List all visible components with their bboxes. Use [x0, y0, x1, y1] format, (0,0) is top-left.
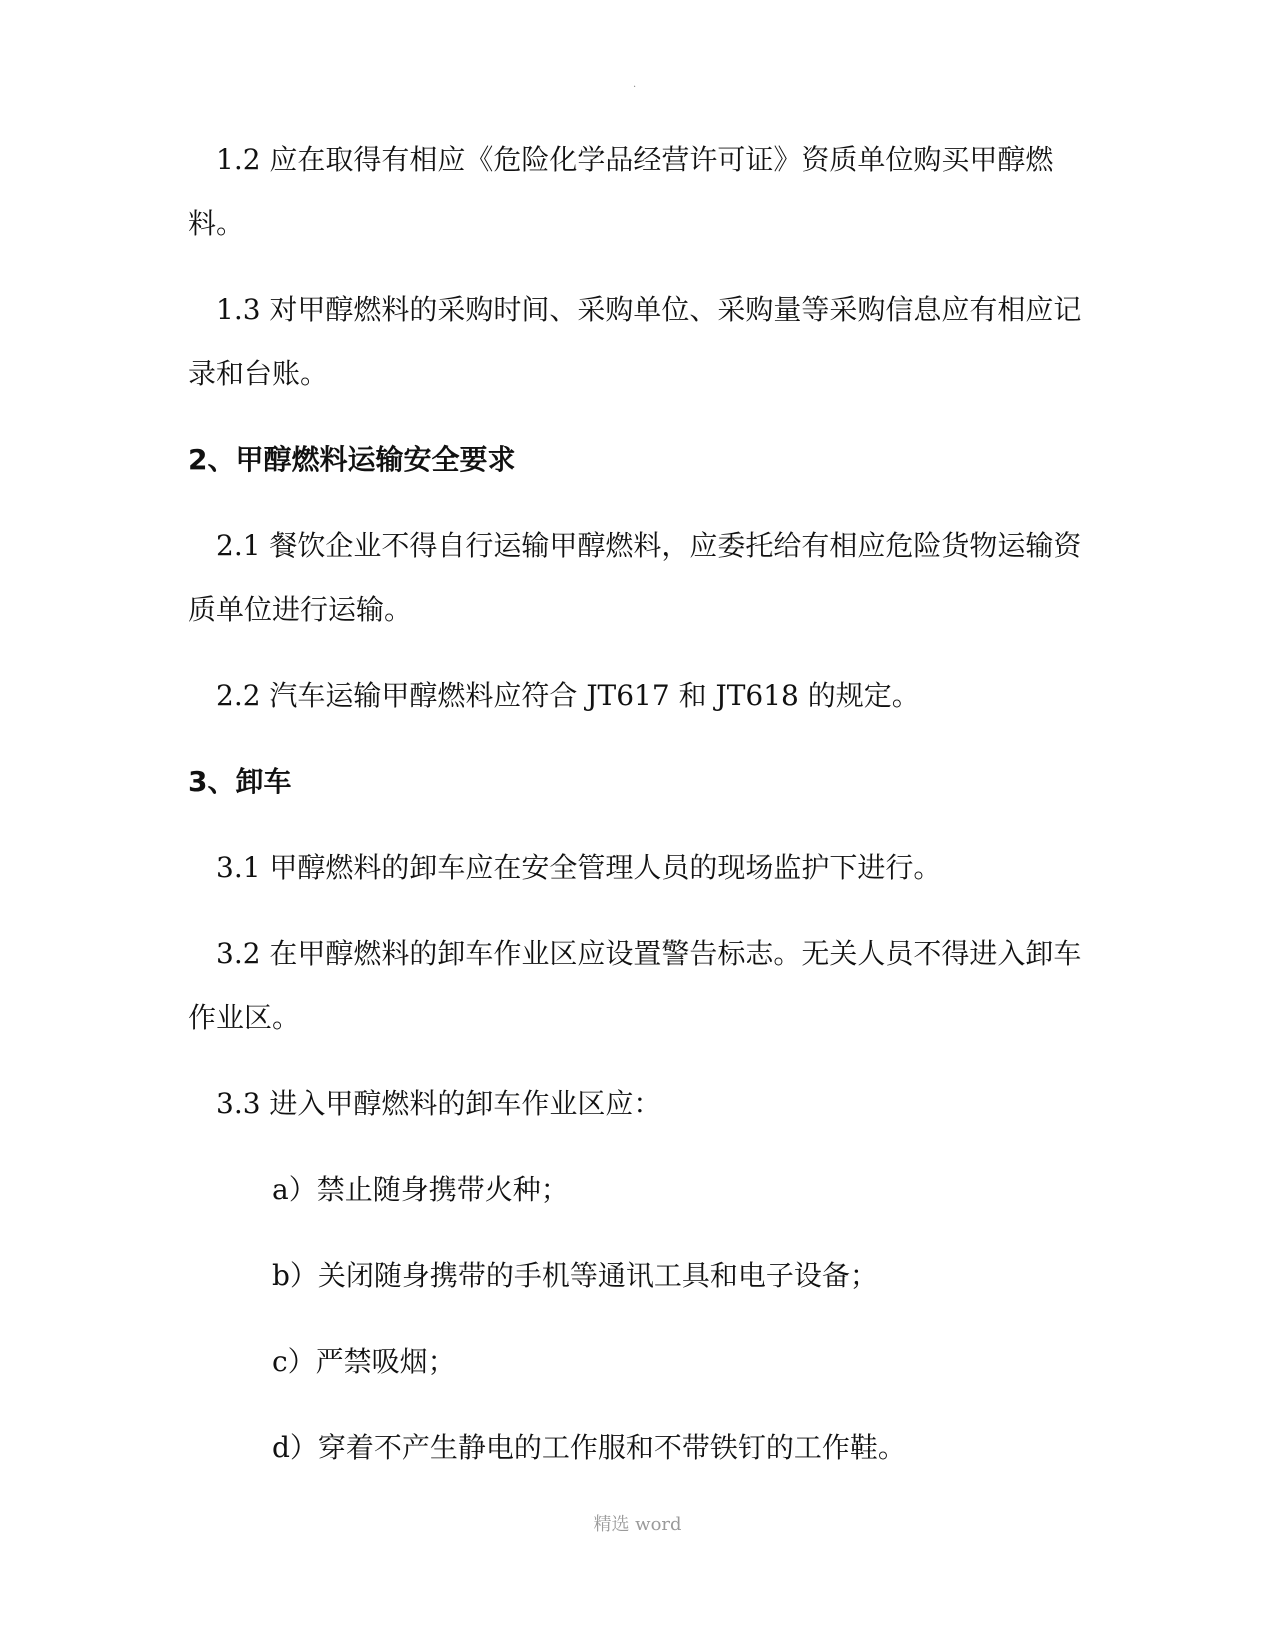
paragraph-2-2: 2.2 汽车运输甲醇燃料应符合 JT617 和 JT618 的规定。 [216, 679, 920, 712]
section-heading-3: 3、卸车 [188, 765, 292, 798]
paragraph-3-2: 3.2 在甲醇燃料的卸车作业区应设置警告标志。无关人员不得进入卸车作业区。 [188, 937, 1082, 1034]
document-body [188, 128, 1088, 1502]
footer-label: 精选 word [593, 1514, 682, 1535]
list-item-a: a）禁止随身携带火种； [272, 1173, 569, 1206]
section-heading-2: 2、甲醇燃料运输安全要求 [188, 443, 516, 476]
paragraph-1-2: 1.2 应在取得有相应《危险化学品经营许可证》资质单位购买甲醇燃料。 [188, 143, 1054, 240]
paragraph-3-1: 3.1 甲醇燃料的卸车应在安全管理人员的现场监护下进行。 [216, 851, 942, 884]
paragraph-3-3: 3.3 进入甲醇燃料的卸车作业区应： [216, 1087, 662, 1120]
list-item-c: c）严禁吸烟； [272, 1345, 456, 1378]
header-dot: . [633, 79, 637, 90]
paragraph-1-3: 1.3 对甲醇燃料的采购时间、采购单位、采购量等采购信息应有相应记录和台账。 [188, 293, 1082, 390]
list-item-b: b）关闭随身携带的手机等通讯工具和电子设备； [272, 1259, 878, 1292]
list-item-d: d）穿着不产生静电的工作服和不带铁钉的工作鞋。 [272, 1431, 906, 1464]
paragraph-2-1: 2.1 餐饮企业不得自行运输甲醇燃料，应委托给有相应危险货物运输资质单位进行运输。 [188, 529, 1082, 626]
